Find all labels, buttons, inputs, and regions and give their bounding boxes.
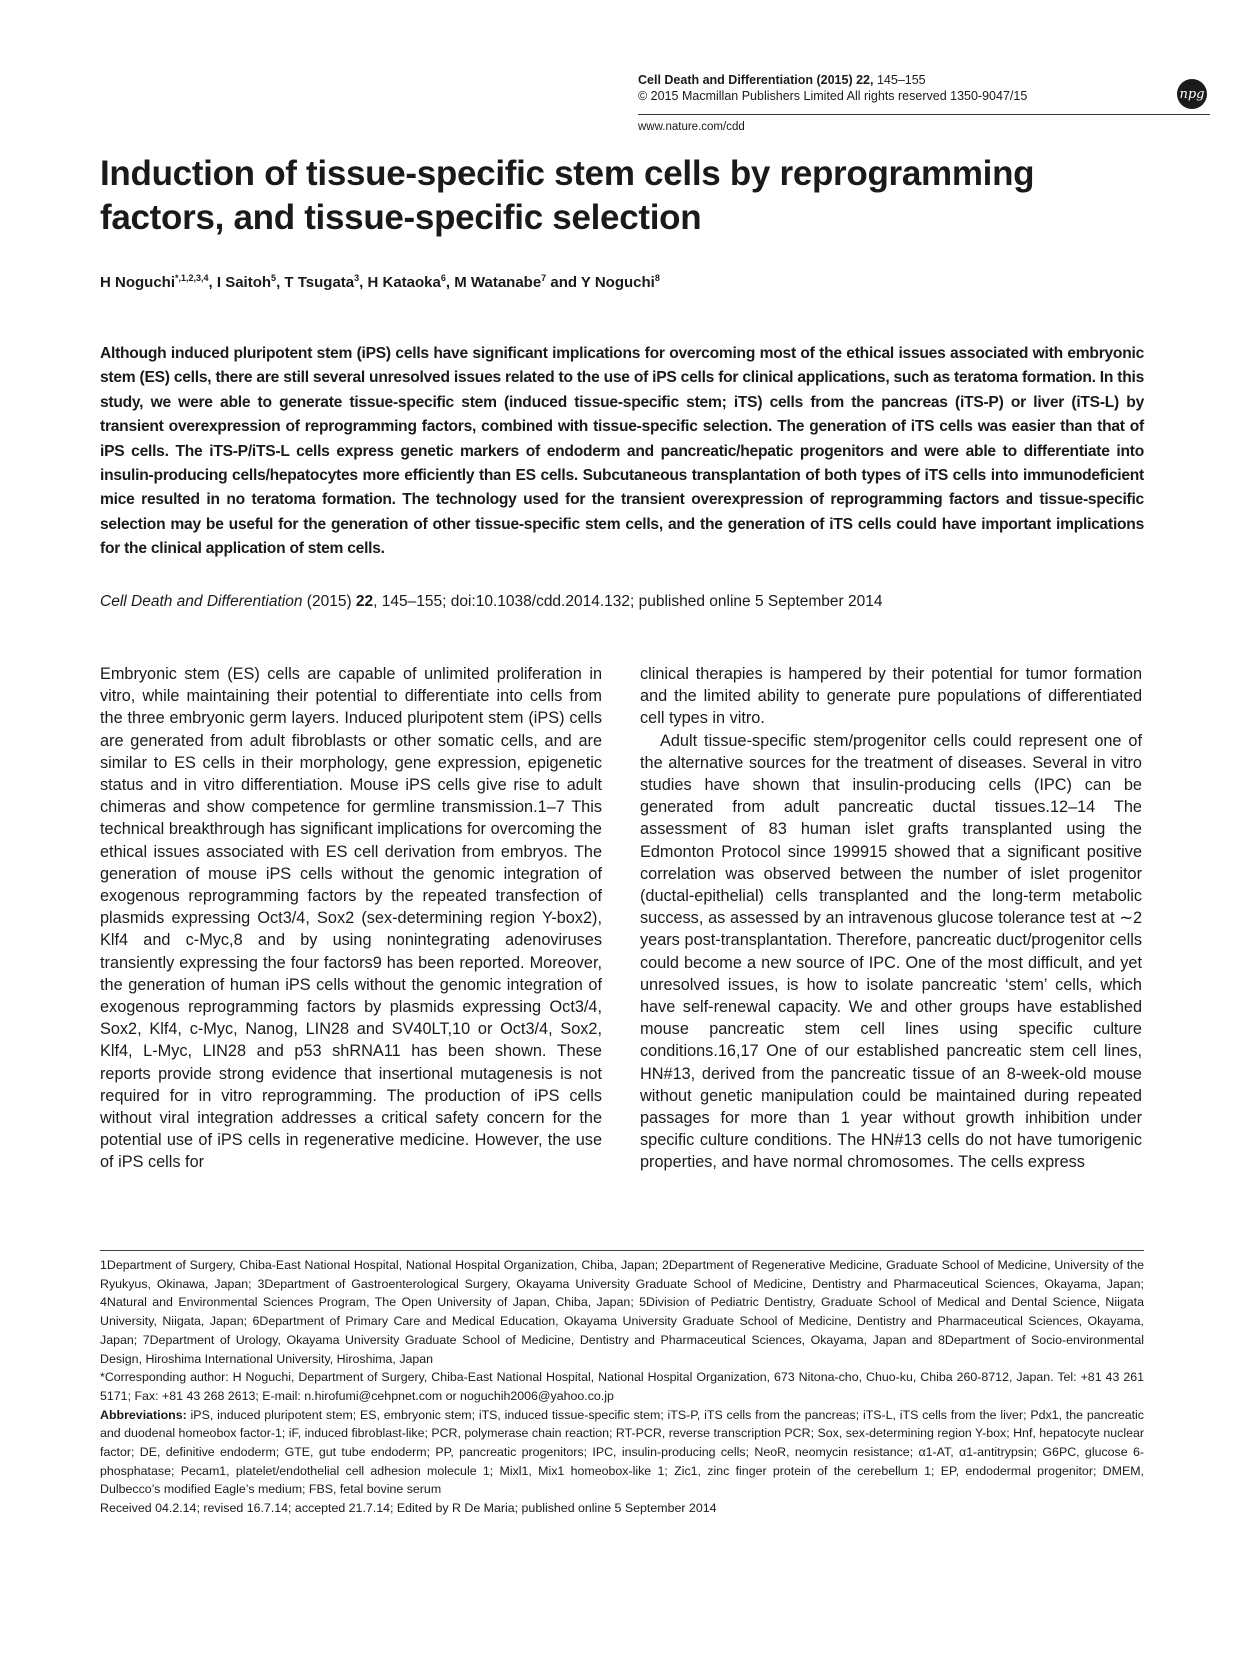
journal-pages: 145–155 [876, 73, 926, 87]
header-rule [638, 114, 1210, 115]
footnote-rule [100, 1250, 1144, 1251]
affiliations: 1Department of Surgery, Chiba-East National Hospital, National Hospital Organization, Chiba, Japan; 2Department of Regenerative Medicine, Graduate School of Medicine, University of the Ryukyus, Okinawa, Japan; 3Department of Gastroenterological Surgery, Okayama University Graduate School of Medicine, Dentistry and Pharmaceutical Sciences, Okayama, Japan; 4Natural and Environmental Sciences Program, The Open University of Japan, Chiba, Japan; 5Division of Pediatric Dentistry, Graduate School of Medical and Dental Science, Niigata University, Niigata, Japan; 6Department of Primary Care and Medical Education, Okayama University Graduate School of Medicine, Dentistry and Pharmaceutical Sciences, Okayama, Japan; 7Department of Urology, Okayama University Graduate School of Medicine, Dentistry and Pharmaceutical Sciences, Okayama, Japan and 8Department of Socio-environmental Design, Hiroshima International University, Hiroshima, Japan [100, 1258, 1144, 1366]
journal-header [638, 72, 1198, 104]
footnotes [100, 1256, 1144, 1518]
article-title: Induction of tissue-specific stem cells by reprogramming factors, and tissue-specific selection [100, 154, 1035, 237]
body-column-left [100, 663, 602, 1174]
author: Y Noguchi$^8$ [580, 273, 660, 291]
author: M Watanabe$^7$ [454, 273, 547, 291]
copyright-line: © 2015 Macmillan Publishers Limited All rights reserved 1350-9047/15 [638, 89, 1028, 103]
article-citation: Cell Death and Differentiation (2015) 22, 145–155; doi:10.1038/cdd.2014.132; published online 5 September 2014 [100, 593, 883, 610]
author-list: H Noguchi$^{*,1,2,3,4}$, I Saitoh$^5$, T Tsugata$^3$, H Kataoka$^6$, M Watanabe$^7$ and Y Noguchi$^8$ [100, 273, 660, 291]
body-paragraph: clinical therapies is hampered by their potential for tumor formation and the limited ability to generate pure populations of differentiated cell types in vitro. [640, 665, 1142, 728]
npg-logo: npg [1177, 79, 1207, 109]
abstract: Although induced pluripotent stem (iPS) cells have significant implications for overcoming most of the ethical issues associated with embryonic stem (ES) cells, there are still several unresolved issues related to the use of iPS cells for clinical applications, such as teratoma formation. In this study, we were able to generate tissue-specific stem (induced tissue-specific stem; iTS) cells from the pancreas (iTS-P) or liver (iTS-L) by transient overexpression of reprogramming factors, combined with tissue-specific selection. The generation of iTS cells was easier than that of iPS cells. The iTS-P/iTS-L cells express genetic markers of endoderm and pancreatic/hepatic progenitors and were able to differentiate into insulin-producing cells/hepatocytes more efficiently than ES cells. Subcutaneous transplantation of both types of iTS cells into immunodeficient mice resulted in no teratoma formation. The technology used for the transient overexpression of reprogramming factors and tissue-specific selection may be useful for the generation of other tissue-specific stem cells, and the generation of iTS cells could have important implications for the clinical application of stem cells. [100, 345, 1144, 558]
body-paragraph: Embryonic stem (ES) cells are capable of unlimited proliferation in vitro, while maintaining their potential to differentiate into cells from the three embryonic germ layers. Induced pluripotent stem (iPS) cells are generated from adult fibroblasts or other somatic cells, and are similar to ES cells in their morphology, gene expression, epigenetic status and in vitro differentiation. Mouse iPS cells give rise to adult chimeras and show competence for germline transmission.1–7 This technical breakthrough has significant implications for overcoming the ethical issues associated with ES cell derivation from embryos. The generation of mouse iPS cells without the genomic integration of exogenous reprogramming factors by the repeated transfection of plasmids expressing Oct3/4, Sox2 (sex-determining region Y-box2), Klf4 and c-Myc,8 and by using nonintegrating adenoviruses transiently expressing the four factors9 has been reported. Moreover, the generation of human iPS cells without the genomic integration of exogenous reprogramming factors by plasmids expressing Oct3/4, Sox2, Klf4, c-Myc, Nanog, LIN28 and SV40LT,10 or Oct3/4, Sox2, Klf4, L-Myc, LIN28 and p53 shRNA11 has been shown. These reports provide strong evidence that insertional mutagenesis is not required for in vitro reprogramming. The production of iPS cells without viral integration addresses a critical safety concern for the potential use of iPS cells in regenerative medicine. However, the use of iPS cells for [100, 665, 602, 1172]
author: H Kataoka$^6$ [367, 273, 446, 291]
body-paragraph: Adult tissue-specific stem/progenitor cells could represent one of the alternative sources for the treatment of diseases. Several in vitro studies have shown that insulin-producing cells (IPC) can be generated from adult pancreatic ductal tissues.12–14 The assessment of 83 human islet grafts transplanted using the Edmonton Protocol since 199915 showed that a significant positive correlation was observed between the number of islet progenitor (ductal-epithelial) cells transplanted and the long-term metabolic success, as assessed by an intravenous glucose tolerance test at ∼2 years post-transplantation. Therefore, pancreatic duct/progenitor cells could become a new source of IPC. One of the most difficult, and yet unresolved issues, is how to isolate pancreatic ‘stem’ cells, which have self-renewal capacity. We and other groups have established mouse pancreatic stem cell lines using specific culture conditions.16,17 One of our established pancreatic stem cell lines, HN#13, derived from the pancreatic tissue of an 8-week-old mouse without genetic manipulation could be maintained during repeated passages for more than 1 year without growth inhibition under specific culture conditions. The HN#13 cells do not have tumorigenic properties, and have normal chromosomes. The cells express [640, 731, 1142, 1172]
author: I Saitoh$^5$ [216, 273, 277, 291]
author: T Tsugata$^3$ [284, 273, 360, 291]
author: H Noguchi$^{*,1,2,3,4}$ [100, 273, 209, 291]
abbreviations: Abbreviations: iPS, induced pluripotent stem; ES, embryonic stem; iTS, induced tissue-specific stem; iTS-P, iTS cells from the pancreas; iTS-L, iTS cells from the liver; Pdx1, the pancreatic and duodenal homeobox factor-1; iF, induced fibroblast-like; PCR, polymerase chain reaction; RT-PCR, reverse transcription PCR; Sox, sex-determining region Y-box; Hnf, hepatocyte nuclear factor; DE, definitive endoderm; GTE, gut tube endoderm; PP, pancreatic progenitors; IPC, insulin-producing cells; NeoR, neomycin resistance; α1-AT, α1-antitrypsin; G6PC, glucose 6-phosphatase; Pecam1, platelet/endothelial cell adhesion molecule 1; Mixl1, Mix1 homeobox-like 1; Zic1, zinc finger protein of the cerebellum 1; EP, endodermal progenitor; DMEM, Dulbecco’s modified Eagle’s medium; FBS, fetal bovine serum [100, 1407, 1144, 1497]
corresponding-author: *Corresponding author: H Noguchi, Department of Surgery, Chiba-East National Hospital, National Hospital Organization, 673 Nitona-cho, Chuo-ku, Chiba 260-8712, Japan. Tel: +81 43 261 5171; Fax: +81 43 268 2613; E-mail: n.hirofumi@cehpnet.com or noguchih2006@yahoo.co.jp [100, 1370, 1144, 1403]
journal-name: Cell Death and Differentiation (2015) 22, [638, 73, 874, 87]
received-dates: Received 04.2.14; revised 16.7.14; accepted 21.7.14; Edited by R De Maria; published online 5 September 2014 [100, 1501, 717, 1516]
journal-citation-line [638, 72, 1198, 88]
body-column-right [640, 663, 1142, 1174]
journal-url[interactable]: www.nature.com/cdd [638, 121, 745, 133]
